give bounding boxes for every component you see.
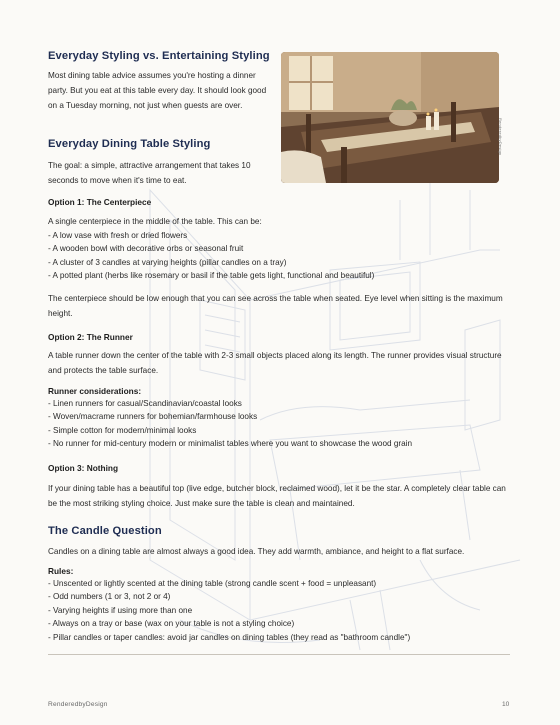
option1-list	[48, 229, 374, 283]
dining-heading: Everyday Dining Table Styling	[48, 138, 211, 150]
list-item: - Simple cotton for modern/minimal looks	[48, 425, 197, 435]
runner-title: Runner considerations:	[48, 386, 142, 396]
rules-list	[48, 577, 410, 644]
list-item: - Woven/macrame runners for bohemian/farmhouse looks	[48, 412, 258, 422]
option1-intro: A single centerpiece in the middle of the table. This can be:	[48, 217, 262, 226]
list-item: - Always on a tray or base (wax on your table is not a styling choice)	[48, 619, 295, 629]
page-number: 10	[502, 701, 510, 708]
option1-title: Option 1: The Centerpiece	[48, 197, 152, 207]
candle-heading: The Candle Question	[48, 525, 162, 537]
list-item: - A low vase with fresh or dried flowers	[48, 231, 188, 240]
runner-list	[48, 397, 412, 451]
styling-intro: Most dining table advice assumes you're hosting a dinner party. But you eat at this table every day. It should look good on a Tuesday morning, not just when guests are over.	[48, 71, 267, 110]
photo-credit: RenderedbyDesign	[498, 118, 503, 156]
list-item: - Varying heights if using more than one	[48, 605, 193, 615]
footer-brand: RenderedbyDesign	[48, 701, 108, 708]
list-item: - No runner for mid-century modern or minimalist tables where you want to showcase the wood grain	[48, 439, 413, 449]
footer-divider	[48, 654, 510, 655]
option2-text: A table runner down the center of the table with 2-3 small objects placed along its length. The runner provides visual structure and protects the table surface.	[48, 351, 502, 375]
dining-goal: The goal: a simple, attractive arrangement that takes 10 seconds to move when it's time to eat.	[48, 161, 251, 185]
candle-text: Candles on a dining table are almost always a good idea. They add warmth, ambiance, and height to a flat surface.	[48, 547, 465, 556]
styling-heading: Everyday Styling vs. Entertaining Styling	[48, 50, 270, 62]
dining-table-photo	[281, 52, 499, 183]
option2-title: Option 2: The Runner	[48, 332, 133, 342]
option3-title: Option 3: Nothing	[48, 463, 119, 473]
list-item: - Pillar candles or taper candles: avoid jar candles on dining tables (they read as "bathroom candle")	[48, 632, 411, 642]
list-item: - Linen runners for casual/Scandinavian/coastal looks	[48, 399, 242, 408]
rules-title: Rules:	[48, 566, 74, 576]
list-item: - A cluster of 3 candles at varying heights (pillar candles on a tray)	[48, 257, 287, 267]
list-item: - Unscented or lightly scented at the dining table (strong candle scent + food = unpleasant)	[48, 579, 377, 588]
list-item: - Odd numbers (1 or 3, not 2 or 4)	[48, 592, 171, 602]
option1-note: The centerpiece should be low enough that you can see across the table when seated. Eye level when sitting is the maximum height.	[48, 294, 503, 318]
option3-text: If your dining table has a beautiful top (live edge, butcher block, reclaimed wood), let it be the star. A completely clear table can be the most striking styling choice. Just make sure the table is clean and maintained.	[48, 484, 506, 508]
list-item: - A potted plant (herbs like rosemary or basil if the table gets light, functional and beautiful)	[48, 271, 375, 281]
list-item: - A wooden bowl with decorative orbs or seasonal fruit	[48, 244, 244, 254]
